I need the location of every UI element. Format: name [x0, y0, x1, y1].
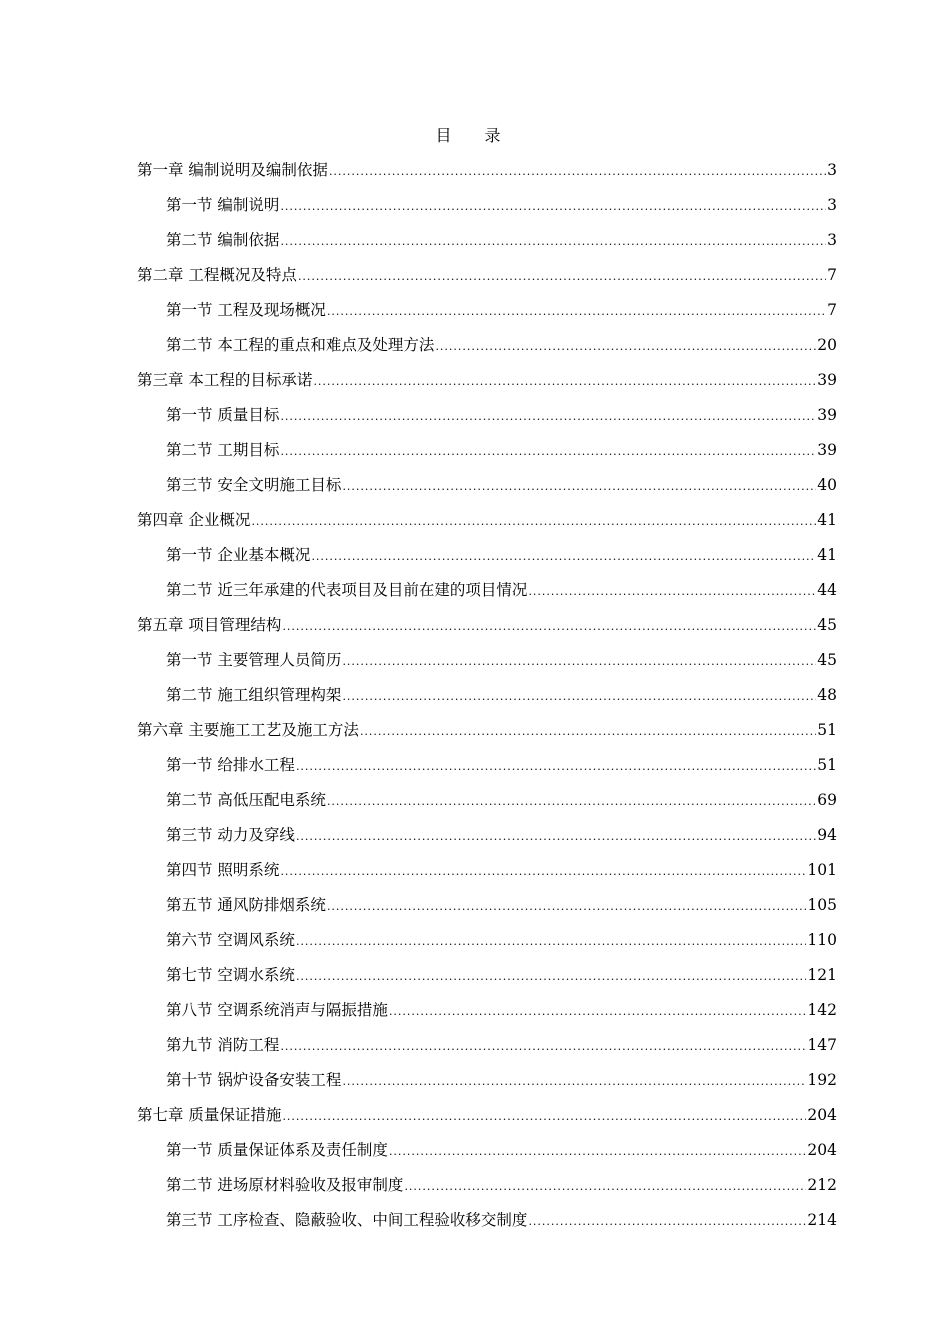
toc-dot-leader — [282, 1112, 806, 1122]
toc-entry-label: 第五章 项目管理结构 — [137, 616, 282, 634]
toc-page-number: 40 — [817, 476, 837, 494]
toc-section-entry[interactable] — [137, 635, 837, 670]
toc-dot-leader — [329, 167, 826, 177]
toc-page-number: 94 — [817, 826, 837, 844]
toc-page-number: 7 — [827, 266, 837, 284]
toc-page-number: 105 — [807, 896, 837, 914]
toc-entry-label: 第八节 空调系统消声与隔振措施 — [166, 1001, 388, 1019]
toc-dot-leader — [280, 1042, 806, 1052]
toc-section-entry[interactable] — [137, 565, 837, 600]
toc-page-number: 214 — [807, 1211, 837, 1229]
toc-page-number: 39 — [817, 406, 837, 424]
toc-entry-label: 第一章 编制说明及编制依据 — [137, 161, 328, 179]
toc-entry-label: 第七章 质量保证措施 — [137, 1106, 282, 1124]
toc-dot-leader — [360, 727, 816, 737]
toc-section-entry[interactable] — [137, 425, 837, 460]
toc-dot-leader — [296, 832, 816, 842]
toc-section-entry[interactable] — [137, 1020, 837, 1055]
toc-section-entry[interactable] — [137, 985, 837, 1020]
toc-dot-leader — [342, 1077, 806, 1087]
toc-page-number: 41 — [817, 511, 837, 529]
toc-title: 目 录 — [435, 126, 515, 145]
toc-page-number: 51 — [817, 756, 837, 774]
toc-section-entry[interactable] — [137, 740, 837, 775]
toc-page-number: 101 — [807, 861, 837, 879]
toc-entry-label: 第四章 企业概况 — [137, 511, 251, 529]
toc-dot-leader — [327, 797, 816, 807]
toc-dot-leader — [311, 552, 816, 562]
toc-page-number: 3 — [827, 231, 837, 249]
toc-section-entry[interactable] — [137, 950, 837, 985]
toc-section-entry[interactable] — [137, 390, 837, 425]
toc-dot-leader — [327, 307, 826, 317]
toc-page-number: 44 — [817, 581, 837, 599]
toc-dot-leader — [528, 1217, 806, 1227]
toc-page-number: 69 — [817, 791, 837, 809]
toc-section-entry[interactable] — [137, 1160, 837, 1195]
toc-dot-leader — [313, 377, 816, 387]
toc-entry-label: 第二节 编制依据 — [166, 231, 280, 249]
toc-dot-leader — [251, 517, 816, 527]
toc-section-entry[interactable] — [137, 915, 837, 950]
toc-section-entry[interactable] — [137, 460, 837, 495]
toc-dot-leader — [296, 937, 806, 947]
toc-chapter-entry[interactable] — [137, 355, 837, 390]
toc-entry-label: 第二节 高低压配电系统 — [166, 791, 326, 809]
toc-page-number: 212 — [807, 1176, 837, 1194]
toc-dot-leader — [342, 482, 816, 492]
toc-entry-label: 第七节 空调水系统 — [166, 966, 295, 984]
toc-chapter-entry[interactable] — [137, 705, 837, 740]
toc-section-entry[interactable] — [137, 1055, 837, 1090]
toc-entry-label: 第一节 企业基本概况 — [166, 546, 311, 564]
toc-page-number: 20 — [817, 336, 837, 354]
toc-entry-label: 第二章 工程概况及特点 — [137, 266, 297, 284]
toc-chapter-entry[interactable] — [137, 1090, 837, 1125]
toc-page-number: 51 — [817, 721, 837, 739]
toc-section-entry[interactable] — [137, 670, 837, 705]
toc-entry-label: 第九节 消防工程 — [166, 1036, 280, 1054]
toc-dot-leader — [528, 587, 816, 597]
toc-dot-leader — [435, 342, 816, 352]
toc-page-number: 39 — [817, 371, 837, 389]
toc-entry-label: 第一节 质量保证体系及责任制度 — [166, 1141, 388, 1159]
toc-chapter-entry[interactable] — [137, 600, 837, 635]
toc-entry-label: 第二节 进场原材料验收及报审制度 — [166, 1176, 404, 1194]
toc-section-entry[interactable] — [137, 215, 837, 250]
toc-entry-label: 第六节 空调风系统 — [166, 931, 295, 949]
toc-entry-label: 第一节 给排水工程 — [166, 756, 295, 774]
toc-page-number: 3 — [827, 196, 837, 214]
toc-page-number: 204 — [807, 1141, 837, 1159]
toc-entry-label: 第四节 照明系统 — [166, 861, 280, 879]
toc-dot-leader — [342, 657, 816, 667]
toc-section-entry[interactable] — [137, 845, 837, 880]
toc-dot-leader — [280, 412, 816, 422]
toc-chapter-entry[interactable] — [137, 145, 837, 180]
toc-page-number: 3 — [827, 161, 837, 179]
toc-section-entry[interactable] — [137, 1195, 837, 1230]
toc-dot-leader — [296, 762, 816, 772]
toc-entry-label: 第二节 工期目标 — [166, 441, 280, 459]
toc-page-number: 192 — [807, 1071, 837, 1089]
toc-list — [137, 145, 837, 1230]
toc-dot-leader — [389, 1007, 806, 1017]
toc-page-number: 41 — [817, 546, 837, 564]
toc-entry-label: 第十节 锅炉设备安装工程 — [166, 1071, 342, 1089]
toc-page-number: 121 — [807, 966, 837, 984]
toc-entry-label: 第一节 质量目标 — [166, 406, 280, 424]
toc-page-number: 7 — [827, 301, 837, 319]
toc-dot-leader — [280, 447, 816, 457]
toc-section-entry[interactable] — [137, 810, 837, 845]
toc-entry-label: 第一节 工程及现场概况 — [166, 301, 326, 319]
toc-entry-label: 第三节 工序检查、隐蔽验收、中间工程验收移交制度 — [166, 1211, 528, 1229]
toc-entry-label: 第六章 主要施工工艺及施工方法 — [137, 721, 359, 739]
toc-dot-leader — [298, 272, 826, 282]
toc-page-number: 142 — [807, 1001, 837, 1019]
toc-entry-label: 第三章 本工程的目标承诺 — [137, 371, 313, 389]
toc-page-number: 204 — [807, 1106, 837, 1124]
toc-entry-label: 第二节 本工程的重点和难点及处理方法 — [166, 336, 435, 354]
toc-entry-label: 第二节 近三年承建的代表项目及目前在建的项目情况 — [166, 581, 528, 599]
toc-chapter-entry[interactable] — [137, 250, 837, 285]
toc-section-entry[interactable] — [137, 180, 837, 215]
toc-dot-leader — [280, 237, 826, 247]
toc-dot-leader — [404, 1182, 806, 1192]
toc-section-entry[interactable] — [137, 530, 837, 565]
toc-entry-label: 第二节 施工组织管理构架 — [166, 686, 342, 704]
toc-dot-leader — [280, 202, 826, 212]
toc-dot-leader — [296, 972, 806, 982]
toc-section-entry[interactable] — [137, 285, 837, 320]
toc-dot-leader — [327, 902, 806, 912]
toc-page-number: 45 — [817, 616, 837, 634]
toc-dot-leader — [342, 692, 816, 702]
toc-entry-label: 第三节 动力及穿线 — [166, 826, 295, 844]
toc-section-entry[interactable] — [137, 880, 837, 915]
toc-page-number: 39 — [817, 441, 837, 459]
toc-dot-leader — [389, 1147, 806, 1157]
toc-dot-leader — [282, 622, 816, 632]
toc-dot-leader — [280, 867, 806, 877]
toc-section-entry[interactable] — [137, 320, 837, 355]
toc-entry-label: 第一节 主要管理人员简历 — [166, 651, 342, 669]
toc-page-number: 48 — [817, 686, 837, 704]
toc-page-number: 110 — [807, 931, 837, 949]
toc-page-number: 45 — [817, 651, 837, 669]
toc-entry-label: 第五节 通风防排烟系统 — [166, 896, 326, 914]
toc-page-number: 147 — [807, 1036, 837, 1054]
toc-entry-label: 第三节 安全文明施工目标 — [166, 476, 342, 494]
toc-section-entry[interactable] — [137, 775, 837, 810]
toc-chapter-entry[interactable] — [137, 495, 837, 530]
toc-entry-label: 第一节 编制说明 — [166, 196, 280, 214]
toc-section-entry[interactable] — [137, 1125, 837, 1160]
